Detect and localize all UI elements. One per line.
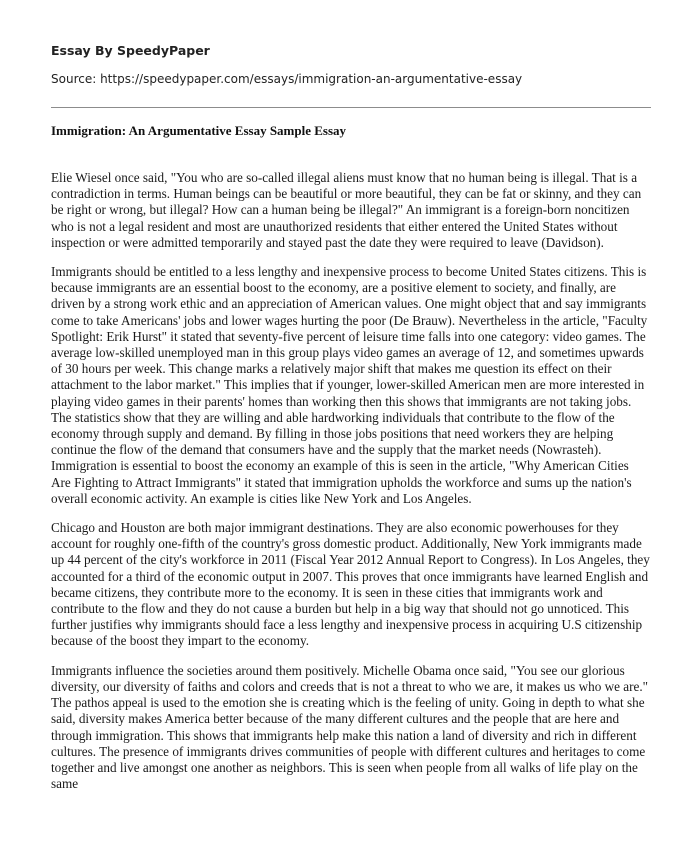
essay-paragraph: Immigrants should be entitled to a less lengthy and inexpensive process to become United States citizens. This is because immigrants are an essential boost to the economy, are a positive element to society, and finally, are driven by a strong work ethic and an appreciation of American values. One might object that and say immigrants come to take Americans' jobs and lower wages hurting the poor (De Brauw). Nevertheless in the article, "Faculty Spotlight: Erik Hurst" it stated that seventy-five percent of leisure time falls into one category: video games. The average low-skilled unemployed man in this group plays video games an average of 12, and sometimes upwards of 30 hours per week. This change marks a relatively major shift that makes me question its effect on their attachment to the labor market." This implies that if younger, lower-skilled American men are more interested in playing video games in their parents' homes than working then this shows that immigrants are not taking jobs. The statistics show that they are willing and able hardworking individuals that contribute to the flow of the economy through supply and demand. By filling in those jobs positions that need workers they are helping continue the flow of the demand that consumers have and the supply that the market needs (Nowrasteh). Immigration is essential to boost the economy an example of this is seen in the article, "Why American Cities Are Fighting to Attract Immigrants" it stated that immigration upholds the workforce and sums up the nation's overall economic activity. An example is cities like New York and Los Angeles. [51, 264, 648, 506]
essay-body [51, 170, 651, 792]
document-header [51, 42, 650, 88]
essay-paragraph: Chicago and Houston are both major immigrant destinations. They are also economic powerhouses for they account for roughly one-fifth of the country's gross domestic product. Additionally, New York immigrants made up 44 percent of the city's workforce in 2011 (Fiscal Year 2012 Annual Report to Congress). In Los Angeles, they accounted for a third of the economic output in 2007. This proves that once immigrants have learned English and became citizens, they contribute more to the economy. It is seen in these cities that immigrants work and contribute to the flow and they do not cause a burden but help in a big way that should not go unnoticed. This further justifies why immigrants should face a less lengthy and inexpensive process in acquiring U.S citizenship because of the boost they impart to the economy. [51, 520, 650, 649]
essay-paragraph: Elie Wiesel once said, "You who are so-called illegal aliens must know that no human being is illegal. That is a contradiction in terms. Human beings can be beautiful or more beautiful, they can be fat or skinny, and they can be right or wrong, but illegal? How can a human being be illegal?" An immigrant is a foreign-born noncitizen who is not a legal resident and most are unauthorized residents that either entered the United States without inspection or were admitted temporarily and stayed past the date they were required to leave (Davidson). [51, 170, 642, 250]
document-brand: Essay By SpeedyPaper [51, 43, 210, 58]
essay-paragraph: Immigrants influence the societies around them positively. Michelle Obama once said, "You see our glorious diversity, our diversity of faiths and colors and creeds that is not a threat to who we are, it makes us who we are." The pathos appeal is used to the emotion she is creating which is the feeling of unity. Going in depth to what she said, diversity makes America better because of the many different cultures and the people that are here and through immigration. This shows that immigrants help make this nation a land of diversity and rich in different cultures. The presence of immigrants drives communities of people with different cultures and heritages to come together and live amongst one another as neighbors. This is seen when people from all walks of life play on the same [51, 662, 649, 792]
document-source: Source: https://speedypaper.com/essays/immigration-an-argumentative-essay [51, 72, 523, 86]
header-divider [51, 107, 651, 108]
essay-title: Immigration: An Argumentative Essay Sample Essay [51, 123, 347, 138]
